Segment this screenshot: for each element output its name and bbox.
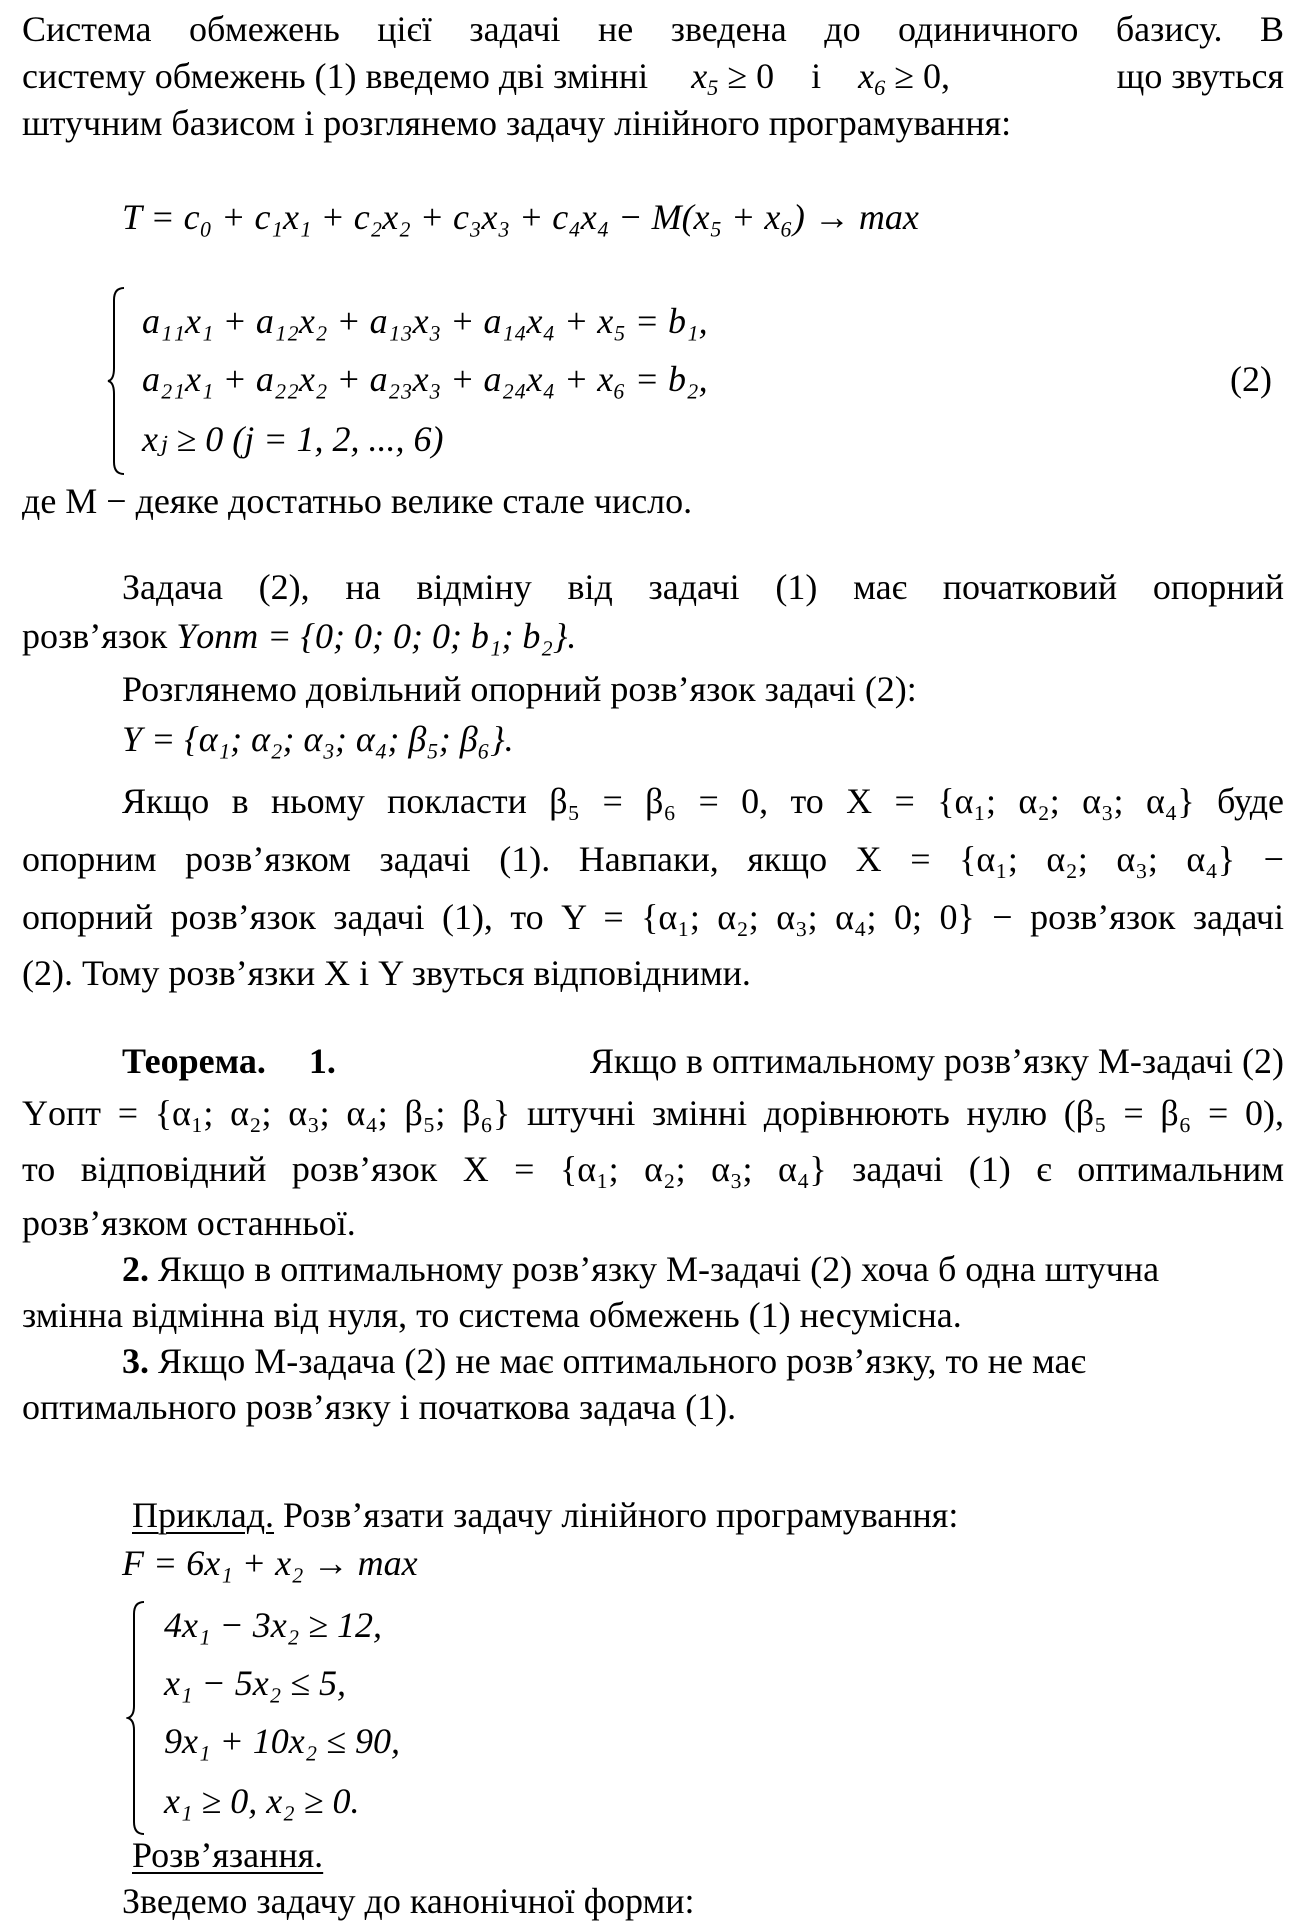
para4-line-4: (2). Тому розв’язки X і Y звуться відповідними.	[22, 953, 751, 993]
system2-row-1: a₁₁x₁ + a₁₂x₂ + a₁₃x₃ + a₁₄x₄ + x₅ = b₁,	[142, 301, 708, 341]
theorem-item-3-text: Якщо M-задача (2) не має оптимального розв’язку, то не має	[158, 1341, 1086, 1381]
solution-label	[132, 1834, 323, 1877]
theorem-item-3-line-2: оптимального розв’язку і початкова задача (1).	[22, 1387, 737, 1427]
para4-line-1: Якщо в ньому покласти β₅ = β₆ = 0, то X = {α₁; α₂; α₃; α₄} буде	[122, 781, 1284, 821]
theorem-item-2-line-1	[122, 1248, 1284, 1291]
canonical-form-line: Зведемо задачу до канонічної форми:	[122, 1881, 695, 1921]
example-row-2: x₁ − 5x₂ ≤ 5,	[164, 1663, 347, 1703]
para3-line-1: Розглянемо довільний опорний розв’язок задачі (2):	[122, 669, 917, 709]
example-row-3: 9x₁ + 10x₂ ≤ 90,	[164, 1721, 401, 1761]
document-page	[22, 0, 1284, 1928]
x6-var: $x_6$	[858, 56, 886, 101]
system2-brace	[106, 286, 128, 476]
example-text: Розв’язати задачу лінійного програмування:	[283, 1495, 959, 1535]
para2-line-2	[22, 615, 576, 658]
theorem-item-1-text: Якщо в оптимальному розв’язку M-задачі (2)	[589, 1041, 1284, 1081]
theorem-item-2-number: 2.	[122, 1249, 149, 1289]
where-m-note: де M − деяке достатньо велике стале число.	[22, 481, 693, 521]
para4-line-2: опорним розв’язком задачі (1). Навпаки, якщо X = {α₁; α₂; α₃; α₄} −	[22, 839, 1284, 879]
para2-line-1: Задача (2), на відміну від задачі (1) має початковий опорний	[122, 567, 1284, 607]
x6-ge: ≥ 0,	[894, 56, 951, 96]
para2-text: розв’язок	[22, 616, 168, 656]
intro-line-2	[22, 55, 1284, 101]
example-row-4: x₁ ≥ 0, x₂ ≥ 0.	[164, 1781, 360, 1821]
system2-row-2: a₂₁x₁ + a₂₂x₂ + a₂₃x₃ + a₂₄x₄ + x₆ = b₂,	[142, 359, 708, 399]
theorem-item-2-line-2: змінна відмінна від нуля, то система обмежень (1) несумісна.	[22, 1295, 962, 1335]
theorem-line-1	[122, 1040, 1284, 1083]
para3-line-2: Y = {α₁; α₂; α₃; α₄; β₅; β₆}.	[122, 719, 514, 759]
example-row-1: 4x₁ − 3x₂ ≥ 12,	[164, 1605, 383, 1645]
conj-and: і	[811, 56, 822, 96]
x5-var: $x_5$	[691, 56, 719, 101]
intro-line-2-end: що звуться	[1116, 56, 1284, 96]
intro-line-1: Система обмежень цієї задачі не зведена до одиничного базису. В	[22, 9, 1284, 49]
system2-row-3: xⱼ ≥ 0 (j = 1, 2, ..., 6)	[142, 419, 444, 459]
x5-ge: ≥ 0	[727, 56, 775, 96]
theorem-line-2: Yопт = {α₁; α₂; α₃; α₄; β₅; β₆} штучні змінні дорівнюють нулю (β₅ = β₆ = 0),	[22, 1093, 1284, 1133]
theorem-item-3-line-1	[122, 1340, 1284, 1383]
theorem-line-4: розв’язком останньої.	[22, 1203, 356, 1243]
example-system-brace	[126, 1600, 148, 1836]
intro-line-3: штучним базисом і розглянемо задачу лінійного програмування:	[22, 103, 1012, 143]
example-label: Приклад.	[132, 1495, 275, 1535]
example-objective: F = 6x₁ + x₂ → max	[122, 1543, 418, 1583]
example-heading	[132, 1494, 958, 1537]
theorem-title: Теорема.	[122, 1041, 266, 1081]
solution-label-text: Розв’язання.	[132, 1835, 324, 1875]
y-opt-formula: Yопт = {0; 0; 0; 0; b₁; b₂}.	[176, 616, 577, 656]
equation-number-2: (2)	[1230, 359, 1272, 399]
para4-line-3: опорний розв’язок задачі (1), то Y = {α₁; α₂; α₃; α₄; 0; 0} − розв’язок задачі	[22, 897, 1284, 937]
theorem-item-1-number: 1.	[308, 1041, 336, 1081]
theorem-item-3-number: 3.	[122, 1341, 149, 1381]
intro-line-2-text: систему обмежень (1) введемо дві змінні	[22, 56, 649, 96]
theorem-line-3: то відповідний розв’язок X = {α₁; α₂; α₃; α₄} задачі (1) є оптимальним	[22, 1149, 1284, 1189]
objective-t: T = c₀ + c₁x₁ + c₂x₂ + c₃x₃ + c₄x₄ − M(x₅ + x₆) → max	[122, 197, 919, 237]
theorem-item-2-text: Якщо в оптимальному розв’язку M-задачі (2) хоча б одна штучна	[158, 1249, 1160, 1289]
